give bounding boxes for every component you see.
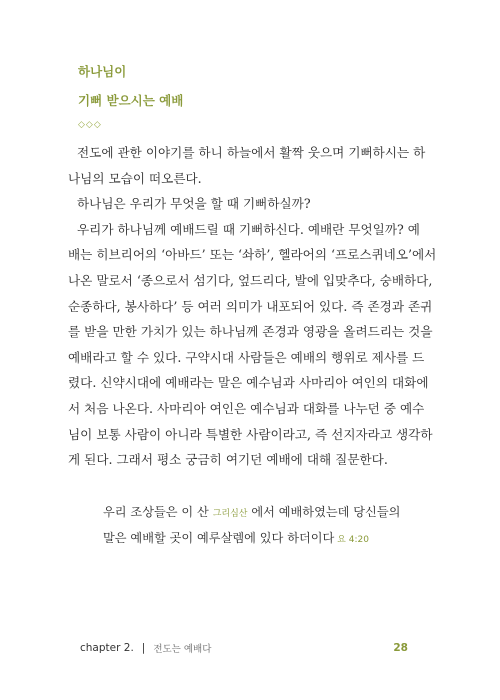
body-line: 하나님은 우리가 무엇을 할 때 기뻐하실까? xyxy=(77,196,311,212)
body-line: 렸다. 신약시대에 예배라는 말은 예수님과 사마리아 여인의 대화에 xyxy=(68,375,429,391)
body-line: 나님의 모습이 떠오른다. xyxy=(68,170,202,186)
heading-title: 하나님이 xyxy=(78,64,127,79)
body-line: 예배라고 할 수 있다. 구약시대 사람들은 예배의 행위로 제사를 드 xyxy=(68,349,425,365)
body-line: 님이 보통 사람이 아니라 특별한 사람이라고, 즉 선지자라고 생각하 xyxy=(68,426,433,442)
footer-section-title: 전도는 예배다 xyxy=(153,644,212,655)
body-line: 전도에 관한 이야기를 하니 하늘에서 활짝 웃으며 기뻐하시는 하 xyxy=(77,145,426,160)
body-line: 서 처음 나온다. 사마리아 여인은 예수님과 대화를 나누던 중 예수 xyxy=(68,400,425,416)
body-text xyxy=(68,140,437,473)
body-line: 우리가 하나님께 예배드릴 때 기뻐하신다. 예배란 무엇일까? 예 xyxy=(77,221,420,237)
quote-text: 에서 예배하였는데 당신들의 xyxy=(247,505,401,519)
quote-annotation: 그리심산 xyxy=(212,509,248,519)
chapter-heading xyxy=(78,64,183,130)
footer-chapter: chapter 2. xyxy=(80,642,134,654)
page-number: 28 xyxy=(393,642,408,654)
scripture-quote xyxy=(103,500,443,552)
body-line: 순종하다, 봉사하다’ 등 여러 의미가 내포되어 있다. 즉 존경과 존귀 xyxy=(68,298,433,314)
page-footer xyxy=(80,641,408,655)
body-line: 나온 말로서 ‘종으로서 섬기다, 엎드리다, 발에 입맞추다, 숭배하다, xyxy=(68,272,433,288)
heading-subtitle: 기뻐 받으시는 예배 xyxy=(78,93,184,108)
quote-text: 우리 조상들은 이 산 xyxy=(103,505,213,519)
diamond-ornament-icon: ◇◇◇ xyxy=(78,120,102,130)
footer-divider: | xyxy=(141,642,146,654)
quote-text: 말은 예배할 곳이 예루살렘에 있다 하더이다 xyxy=(103,531,335,545)
scripture-reference: 요 4:20 xyxy=(334,535,369,545)
quote-line-2 xyxy=(103,526,443,552)
body-line: 게 된다. 그래서 평소 궁금히 여기던 예배에 대해 질문한다. xyxy=(68,452,388,468)
body-line: 를 받을 만한 가치가 있는 하나님께 존경과 영광을 올려드리는 것을 xyxy=(68,324,433,340)
body-line: 배는 히브리어의 ‘아바드’ 또는 ‘솨하’, 헬라어의 ‘프로스퀴네오’에서 xyxy=(68,247,437,263)
quote-line-1 xyxy=(103,500,443,526)
